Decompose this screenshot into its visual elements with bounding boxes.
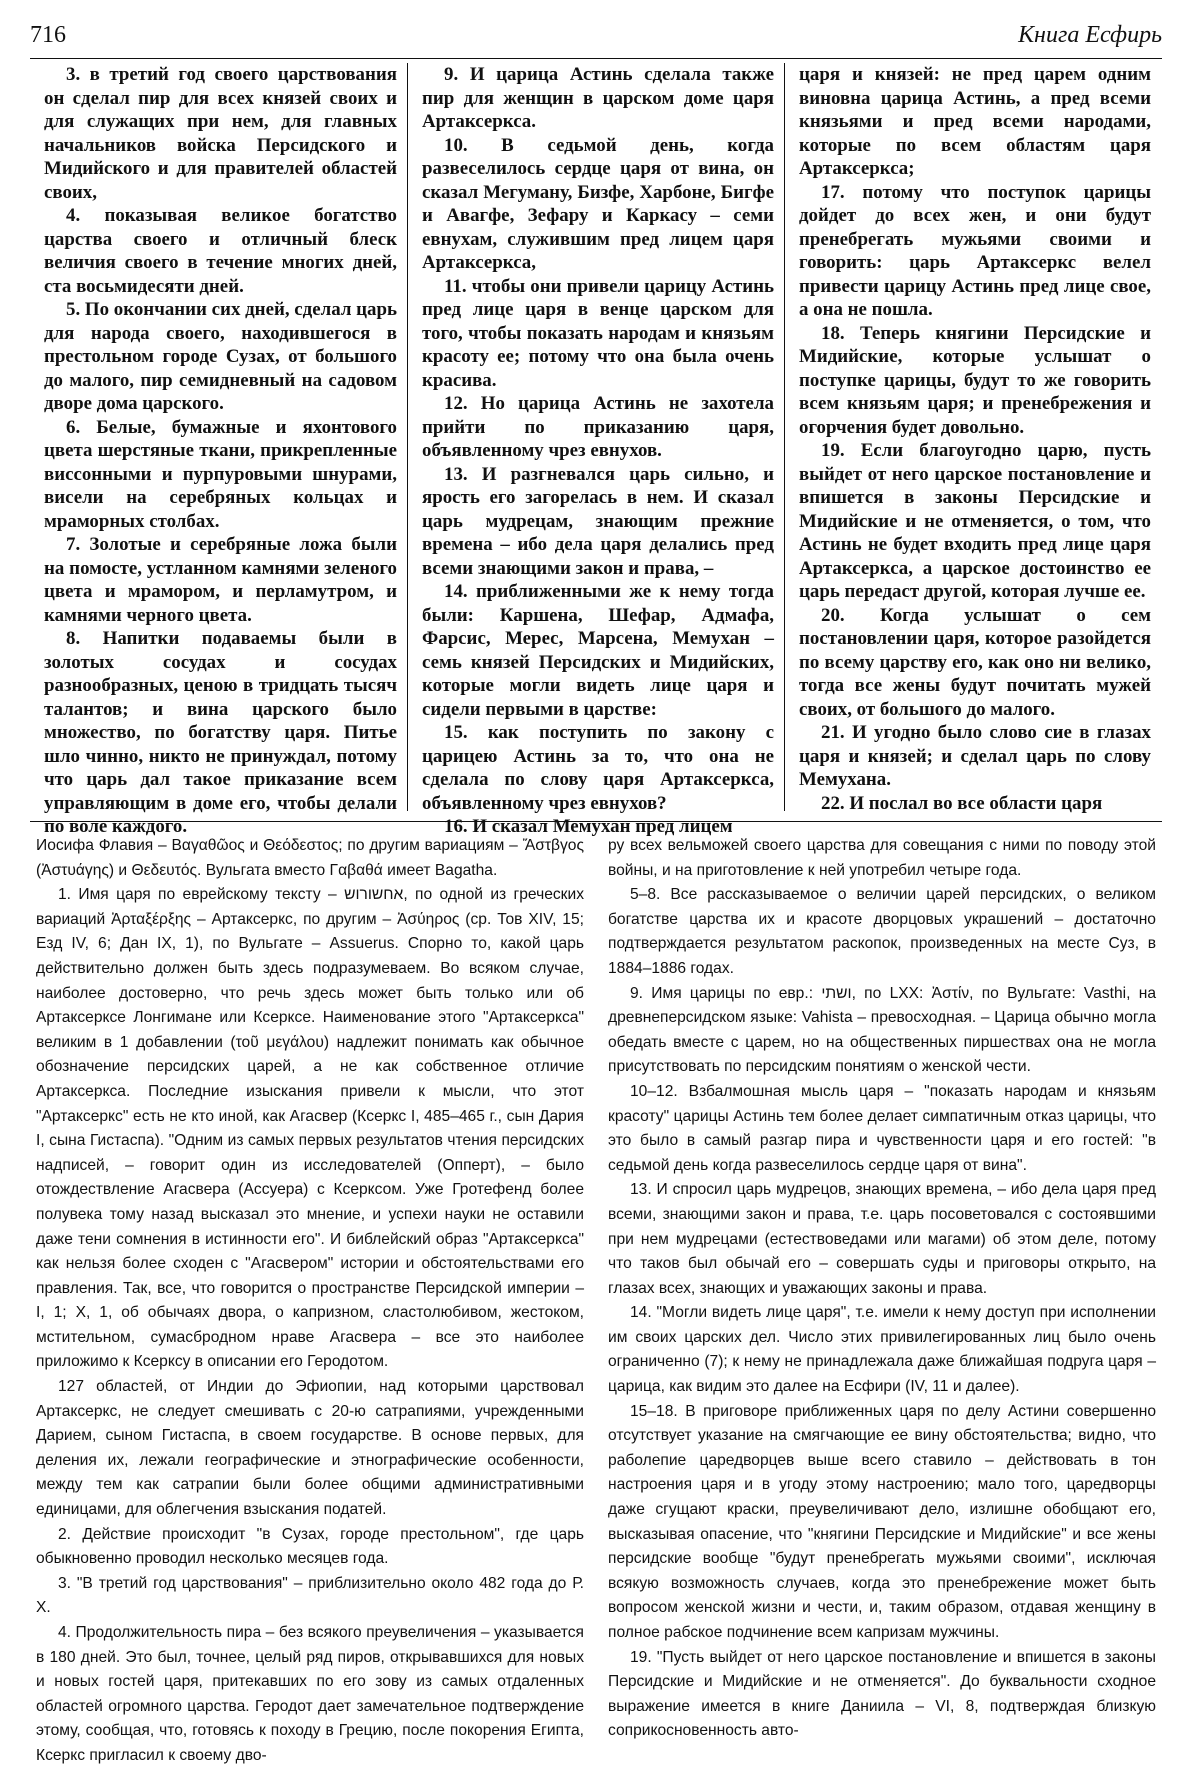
commentary-column-left: [30, 834, 596, 1764]
commentary-paragraph: 5–8. Все рассказываемое о величии царей персидских, о великом богатстве царства их и красоте дворцовых украшений – достаточно подтверждается результатом раскопок, произведенных на месте Суз, в 1884–1886 годах.: [608, 886, 1156, 977]
commentary-paragraph: 4. Продолжительность пира – без всякого преувеличения – указывается в 180 дней. Это был, точнее, целый ряд пиров, открывавшихся для новых и новых гостей царя, притекавших по его зову из самых отдаленных областей огромного царства. Геродот дает замечательное подтверждение этому, сообщая, что, готовясь к походу в Грецию, после покорения Египта, Ксеркс пригласил к своему дво-: [36, 1624, 584, 1764]
scripture-text: [30, 63, 1162, 837]
verse-19: 19. Если благоугодно царю, пусть выйдет от него царское постановление и впишется в законы Персидские и Мидийские и не отменяется, о том, что Астинь не будет входить пред лице царя Артаксеркса, а царское достоинство ее царь передаст другой, которая лучше ее.: [799, 440, 1151, 602]
verse-18: 18. Теперь княгини Персидские и Мидийские, которые услышат о поступке царицы, будут то же говорить всем князьям царя; и пренебрежения и огорчения будет довольно.: [799, 322, 1151, 438]
commentary: [30, 834, 1162, 1764]
verse-21: 21. И угодно было слово сие в глазах царя и князей; и сделал царь по слову Мемухана.: [799, 722, 1151, 790]
verse-20: 20. Когда услышат о сем постановлении царя, которое разойдется по всему царству его, как оно ни велико, тогда все жены будут почитать мужей своих, от большого до малого.: [799, 604, 1151, 720]
section-divider: [30, 821, 1162, 822]
commentary-paragraph: 9. Имя царицы по евр.: ושתי, по LXX: Ἀστίν, по Вульгате: Vasthi, на древнеперсидском языке: Vahista – превосходная. – Царица обычно могла обедать вместе с царем, но на общественных пиршествах она не могла присутствовать по персидским понятиям о женской чести.: [608, 984, 1157, 1076]
verse-13: 13. И разгневался царь сильно, и ярость его загорелась в нем. И сказал царь мудрецам, знающим прежние времена – ибо дела царя делались пред всеми знающими закон и права, –: [422, 463, 774, 579]
scripture-column-3: [784, 63, 1161, 814]
verse-9: 9. И царица Астинь сделала также пир для женщин в царском доме царя Артаксеркса.: [422, 64, 774, 132]
commentary-paragraph: 15–18. В приговоре приближенных царя по делу Астини совершенно отсутствует указание на смягчающие ее вину обстоятельства; видно, что раболепие царедворцев выше всего ставило – действовать в тон настроения царя и в угоду этому настроению; мало того, царедворцы даже сгущают краски, преувеличивают дело, излишне обобщают его, высказывая опасение, что "княгини Персидские и Мидийские" и все жены персидские вообще "будут пренебрегать мужьями своими", исключая всякую возможность случаев, когда это пренебрежение может быть вопросом женской жизни и чести, и, таким образом, отдавая женщину в полное рабское подчинение всем капризам мужчины.: [608, 1402, 1156, 1641]
commentary-paragraph: 1. Имя царя по еврейскому тексту – אחשורוש, по одной из греческих вариаций Ἀρταξέρξης – Артаксеркс, по другим – Ἀσύηρος (ср. Тов XIV, 15; Езд IV, 6; Дан IX, 1), по Вульгате – Assuerus. Спорно то, какой царь действительно должен быть здесь подразумеваем. Во всяком случае, наиболее достоверно, что речь здесь может быть только или об Артаксерксе Лонгимане или Ксерксе. Наименование этого "Артаксеркса" великим в 1 добавлении (τοῦ μεγάλου) надлежит понимать как обычное обозначение персидских царей, а не как собственное отличие Артаксеркса. Последние изыскания привели к мысли, что этот "Артаксеркс" есть не кто иной, как Агасвер (Ксеркс I, 485–465 г., сын Дария I, сына Гистаспа). "Одним из самых первых результатов чтения персидских надписей, – говорит один из исследователей (Опперт), – было отождествление Агасвера (Ассуера) с Ксерксом. Уже Гротефенд более полувека тому назад высказал это мнение, и успехи науки не оставили даже тени сомнения в истинности его". И библейский образ "Артаксеркса" как нельзя более сходен с "Агасвером" истории и обстоятельствами его правления. Так, все, что говорится о пространстве Персидской империи – I, 1; X, 1, об обычаях двора, о капризном, сластолюбивом, жестоком, мстительном, сумасбродном нраве Агасвера – все это наиболее приложимо к Ксерксу в описании его Геродотом.: [36, 886, 584, 1371]
commentary-paragraph: 10–12. Взбалмошная мысль царя – "показать народам и князьям красоту" царицы Астинь тем более делает симпатичным отказ царицы, что это было в самый разгар пира и чувственности царя и его гостей: "в седьмой день когда развеселилось сердце царя от вина".: [608, 1082, 1156, 1174]
verse-22: 22. И послал во все области царя: [821, 792, 1103, 814]
commentary-paragraph: 127 областей, от Индии до Эфиопии, над которыми царствовал Артаксеркс, не следует смешивать с 20-ю сатрапиями, учрежденными Дарием, сыном Гистаспа, в своем государстве. В основе первых, для деления их, лежали географические и этнографические особенности, между тем как сатрапии были более общими административными единицами, для облегчения взыскания податей.: [36, 1378, 584, 1519]
verse-12: 12. Но царица Астинь не захотела прийти по приказанию царя, объявленному чрез евнухов.: [422, 393, 774, 461]
verse-14: 14. приближенными же к нему тогда были: Каршена, Шефар, Адмафа, Фарсис, Мерес, Марсена, Мемухан – семь князей Персидских и Мидийских, которые могли видеть лице царя и сидели первыми в царстве:: [422, 581, 774, 720]
book-title: Книга Есфирь: [1018, 22, 1162, 48]
verse-10: 10. В седьмой день, когда развеселилось сердце царя от вина, он сказал Мегуману, Бизфе, Харбоне, Бигфе и Авагфе, Зефару и Каркасу – семи евнухам, служившим пред лицем царя Артаксеркса,: [422, 134, 774, 273]
commentary-paragraph: 3. "В третий год царствования" – приблизительно около 482 года до Р. Х.: [36, 1574, 584, 1617]
verse-17: 17. потому что поступок царицы дойдет до всех жен, и они будут пренебрегать мужьями своими и говорить: царь Артаксеркс велел привести царицу Астинь пред лице свое, а она не пошла.: [799, 181, 1151, 320]
commentary-paragraph: 19. "Пусть выйдет от него царское постановление и впишется в законы Персидские и Мидийские и не отменяется". До буквальности сходное выражение имеется в книге Даниила – VI, 8, подтверждая близкую соприкосновенность авто-: [608, 1648, 1156, 1740]
commentary-paragraph: 13. И спросил царь мудрецов, знающих времена, – ибо дела царя пред всеми, знающими закон и права, т.е. царь посоветовался с состоявшими при нем мудрецами (естествоведами или магами) об этом деле, потому что таков был обычай его – совершать суды и приговоры открыто, на глазах всех, знающих и уважающих законы и права.: [608, 1181, 1156, 1297]
verse-5: 5. По окончании сих дней, сделал царь для народа своего, находившегося в престольном городе Сузах, от большого до малого, пир семидневный на садовом дворе дома царского.: [44, 299, 397, 414]
verse-16-continued: царя и князей: не пред царем одним виновна царица Астинь, а пред всеми князьями и пред всеми народами, которые по всем областям царя Артаксеркса;: [799, 64, 1151, 179]
verse-15: 15. как поступить по закону с царицею Астинь за то, что она не сделала по слову царя Артаксеркса, объявленному чрез евнухов?: [422, 722, 774, 814]
verse-11: 11. чтобы они привели царицу Астинь пред лице царя в венце царском для того, чтобы показать народам и князьям красоту ее; потому что она была очень красива.: [422, 275, 774, 391]
commentary-paragraph: Иосифа Флавия – Βαγαθῶος и Θεόδεστος; по другим вариациям – Ἄστβγος (Ἀστυάγης) и Θεδευτός. Вульгата вместо Γαβαθά имеет Bagatha.: [36, 837, 584, 879]
scripture-column-1: [30, 63, 407, 837]
verse-4: 4. показывая великое богатство царства своего и отличный блеск величия своего в течение многих дней, ста восьмидесяти дней.: [44, 205, 397, 297]
page-number: 716: [30, 22, 66, 48]
running-header: [30, 18, 1162, 59]
verse-7: 7. Золотые и серебряные ложа были на помосте, устланном камнями зеленого цвета и мрамором, и перламутром, и камнями черного цвета.: [44, 534, 397, 626]
commentary-paragraph: 14. "Могли видеть лице царя", т.е. имели к нему доступ при исполнении им своих царских дел. Число этих привилегированных лиц было очень ограниченно (7); к нему не принадлежала даже ближайшая подруга царя – царица, как видим это далее на Есфири (IV, 11 и далее).: [608, 1304, 1156, 1396]
commentary-paragraph: ру всех вельможей своего царства для совещания с ними по поводу этой войны, и на приготовление к ней употребил четыре года.: [608, 837, 1156, 879]
verse-8: 8. Напитки подаваемы были в золотых сосудах и сосудах разнообразных, ценою в тридцать тысяч талантов; и вина царского было множество, по богатству царя. Питье шло чинно, никто не принуждал, потому что царь дал такое приказание всем управляющим в доме его, чтобы делали по воле каждого.: [44, 628, 397, 837]
scripture-column-2: [407, 63, 784, 837]
verse-16: 16. И сказал Мемухан пред лицем: [444, 816, 733, 837]
verse-6: 6. Белые, бумажные и яхонтового цвета шерстяные ткани, прикрепленные виссонными и пурпуровыми шнурами, висели на серебряных кольцах и мраморных столбах.: [44, 416, 397, 532]
commentary-paragraph: 2. Действие происходит "в Сузах, городе престольном", где царь обыкновенно проводил несколько месяцев года.: [36, 1525, 584, 1568]
commentary-column-right: [596, 834, 1162, 1740]
verse-3: 3. в третий год своего царствования он сделал пир для всех князей своих и для служащих при нем, для главных начальников войска Персидского и Мидийского и для правителей областей своих,: [44, 64, 397, 203]
